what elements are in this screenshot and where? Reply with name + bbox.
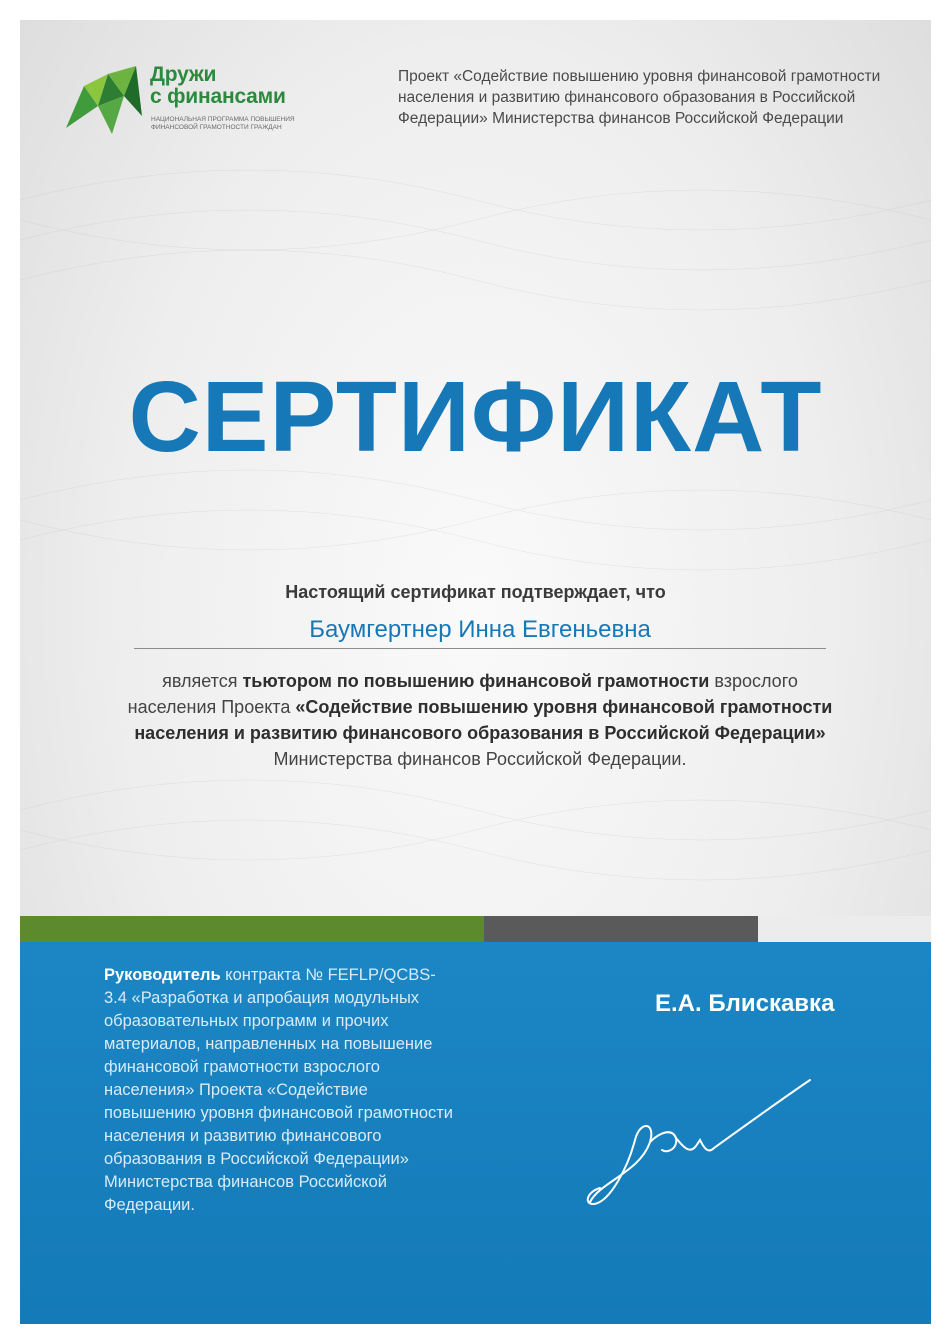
confirm-text: Настоящий сертификат подтверждает, что xyxy=(285,582,666,602)
signer-name: Е.А. Блискавка xyxy=(655,990,835,1017)
logo-title-line1: Дружи xyxy=(150,63,217,86)
footer-role-rest: контракта № FEFLP/QCBS-3.4 «Разработка и апробация модульных образовательных программ и прочих материалов, направленных на повышение финансовой грамотности взрослого населения» Проекта «Содействие повышению уровня финансовой грамотности населения и развитию финансового образования в Российской Федерации» Министерства финансов Российской Федерации. xyxy=(104,966,454,1214)
body-part-3: взрослого населения Проекта xyxy=(127,671,798,717)
stripe-gray xyxy=(484,916,758,942)
logo-subtitle-line1: НАЦИОНАЛЬНАЯ ПРОГРАММА ПОВЫШЕНИЯ xyxy=(151,116,295,123)
certificate-body xyxy=(125,668,835,772)
body-part-1: является xyxy=(162,671,243,691)
footer-role-bold: Руководитель xyxy=(104,966,221,984)
logo-subtitle-line2: ФИНАНСОВОЙ ГРАМОТНОСТИ ГРАЖДАН xyxy=(151,124,282,131)
certificate-title: СЕРТИФИКАТ xyxy=(128,361,823,473)
dd-logo-icon xyxy=(64,66,144,136)
logo-subtitle xyxy=(151,116,321,132)
project-description: Проект «Содействие повышению уровня финансовой грамотности населения и развитию финансового образования в Российской Федерации» Министерства финансов Российской Федерации xyxy=(398,68,881,127)
recipient-name: Баумгертнер Инна Евгеньевна xyxy=(134,616,826,649)
stripe-light xyxy=(758,916,931,942)
certificate-sheet xyxy=(20,20,931,1324)
footer-role-text xyxy=(104,964,454,1217)
footer-panel xyxy=(20,942,931,1324)
body-part-5: Министерства финансов Российской Федерации. xyxy=(273,749,687,769)
body-part-4: «Содействие повышению уровня финансовой грамотности населения и развитию финансового образования в Российской Федерации» xyxy=(134,697,833,743)
stripe-green xyxy=(20,916,484,942)
body-part-2: тьютором по повышению финансовой грамотности xyxy=(242,671,710,691)
signature-image xyxy=(580,1062,820,1222)
logo-title xyxy=(150,64,286,108)
logo-title-line2: с финансами xyxy=(150,85,286,108)
